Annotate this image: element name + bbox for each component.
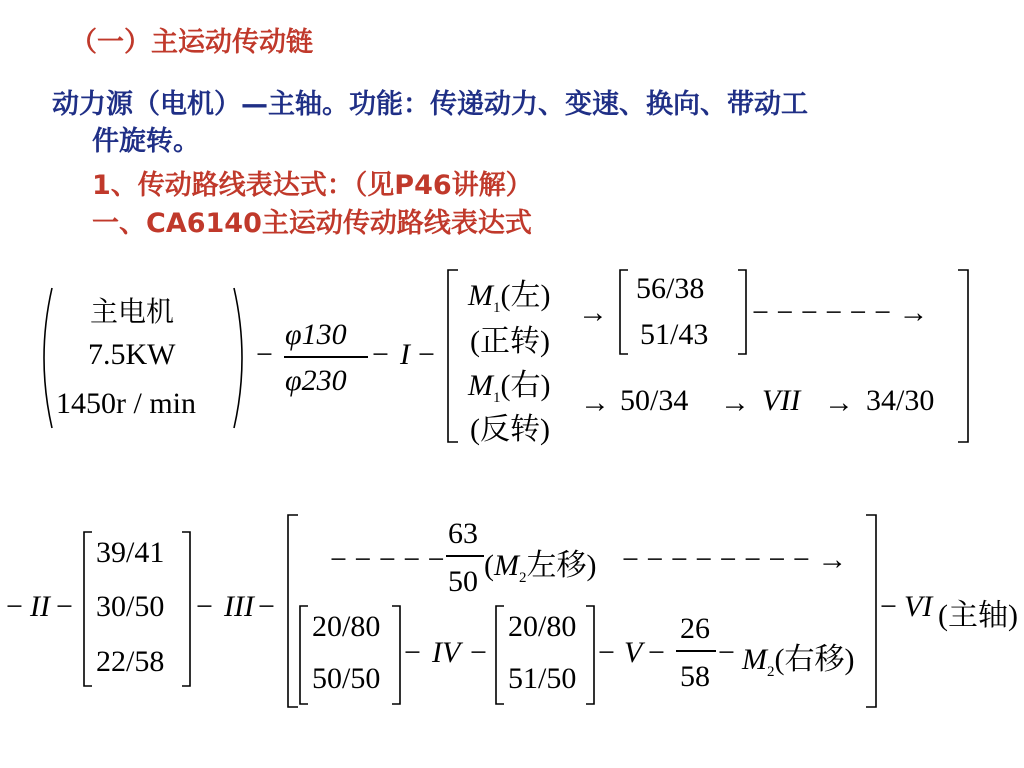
high-ratio-bar bbox=[446, 555, 484, 557]
intro-line-2: 件旋转。 bbox=[92, 126, 200, 157]
shaft-II: II bbox=[30, 590, 50, 623]
motor-label: 主电机 bbox=[90, 297, 175, 328]
minus-1: − bbox=[256, 338, 273, 371]
bracket-outer-right bbox=[864, 515, 878, 707]
dashed-arrow-1: − − − − − − → bbox=[752, 296, 929, 329]
shaft-III: III bbox=[224, 590, 254, 623]
pulley-denominator: φ230 bbox=[285, 364, 347, 397]
arrow-4: → bbox=[824, 386, 854, 419]
bracket-ratio-left bbox=[618, 270, 630, 354]
dashes-after: − − − − − − − − → bbox=[622, 543, 848, 576]
shaft-VII: VII bbox=[762, 384, 801, 417]
bracket-IV-V-right bbox=[584, 606, 596, 704]
clutch-M1-right: $M_1$(右) bbox=[468, 369, 551, 406]
shaft-I: I bbox=[400, 338, 410, 371]
clutch-M1-left: $M_1$(左) bbox=[468, 279, 551, 316]
high-ratio-num: 63 bbox=[448, 517, 478, 550]
ratio-51-43: 51/43 bbox=[640, 318, 709, 351]
spindle-label: (主轴) bbox=[938, 599, 1018, 632]
item-2: 一、CA6140主运动传动路线表达式 bbox=[92, 208, 532, 239]
ratio-30-50: 30/50 bbox=[96, 590, 165, 623]
bracket-IV-V-left bbox=[494, 606, 506, 704]
pulley-fraction-bar bbox=[284, 356, 368, 358]
shaft-VI: VI bbox=[904, 590, 933, 623]
ratio-20-80-a: 20/80 bbox=[312, 610, 381, 643]
minus-11: − bbox=[648, 636, 665, 669]
ratio-56-38: 56/38 bbox=[636, 272, 705, 305]
low-ratio-den: 58 bbox=[680, 660, 710, 693]
high-ratio-den: 50 bbox=[448, 565, 478, 598]
minus-3: − bbox=[418, 338, 435, 371]
minus-5: − bbox=[56, 590, 73, 623]
ratio-39-41: 39/41 bbox=[96, 536, 165, 569]
minus-4: − bbox=[6, 590, 23, 623]
bracket-left-1 bbox=[446, 270, 460, 442]
motor-speed: 1450r / min bbox=[56, 387, 196, 420]
ratio-34-30: 34/30 bbox=[866, 384, 935, 417]
shaft-IV: IV bbox=[432, 636, 461, 669]
paren-left bbox=[36, 288, 56, 428]
arrow-3: → bbox=[720, 386, 750, 419]
ratio-20-80-b: 20/80 bbox=[508, 610, 577, 643]
bracket-III-IV-right bbox=[390, 606, 402, 704]
bracket-III-IV-left bbox=[298, 606, 310, 704]
arrow-1: → bbox=[578, 296, 608, 329]
minus-7: − bbox=[258, 590, 275, 623]
slide-heading: （一）主运动传动链 bbox=[70, 27, 313, 58]
low-ratio-num: 26 bbox=[680, 612, 710, 645]
minus-12: − bbox=[718, 636, 735, 669]
ratio-22-58: 22/58 bbox=[96, 645, 165, 678]
shaft-V: V bbox=[624, 636, 643, 669]
minus-8: − bbox=[404, 636, 421, 669]
forward-label: (正转) bbox=[470, 325, 550, 358]
motor-power: 7.5KW bbox=[88, 338, 176, 371]
bracket-right-1 bbox=[956, 270, 970, 442]
bracket-ratio-right bbox=[736, 270, 748, 354]
bracket-II-III-right bbox=[180, 532, 192, 686]
clutch-M2-left: ($M_2$左移) bbox=[484, 549, 597, 586]
minus-10: − bbox=[598, 636, 615, 669]
ratio-50-50: 50/50 bbox=[312, 662, 381, 695]
ratio-50-34: 50/34 bbox=[620, 384, 689, 417]
paren-right bbox=[230, 288, 250, 428]
reverse-label: (反转) bbox=[470, 413, 550, 446]
arrow-2: → bbox=[580, 386, 610, 419]
clutch-M2-right: $M_2$(右移) bbox=[742, 643, 855, 680]
low-ratio-bar bbox=[676, 650, 716, 652]
minus-13: − bbox=[880, 590, 897, 623]
bracket-II-III-left bbox=[82, 532, 94, 686]
minus-9: − bbox=[470, 636, 487, 669]
dashes-before: − − − − − bbox=[330, 543, 445, 576]
item-1: 1、传动路线表达式：（见P46讲解） bbox=[92, 170, 533, 201]
ratio-51-50: 51/50 bbox=[508, 662, 577, 695]
intro-line-1: 动力源（电机）—主轴。功能：传递动力、变速、换向、带动工 bbox=[52, 89, 808, 120]
minus-2: − bbox=[372, 338, 389, 371]
pulley-numerator: φ130 bbox=[285, 318, 347, 351]
minus-6: − bbox=[196, 590, 213, 623]
